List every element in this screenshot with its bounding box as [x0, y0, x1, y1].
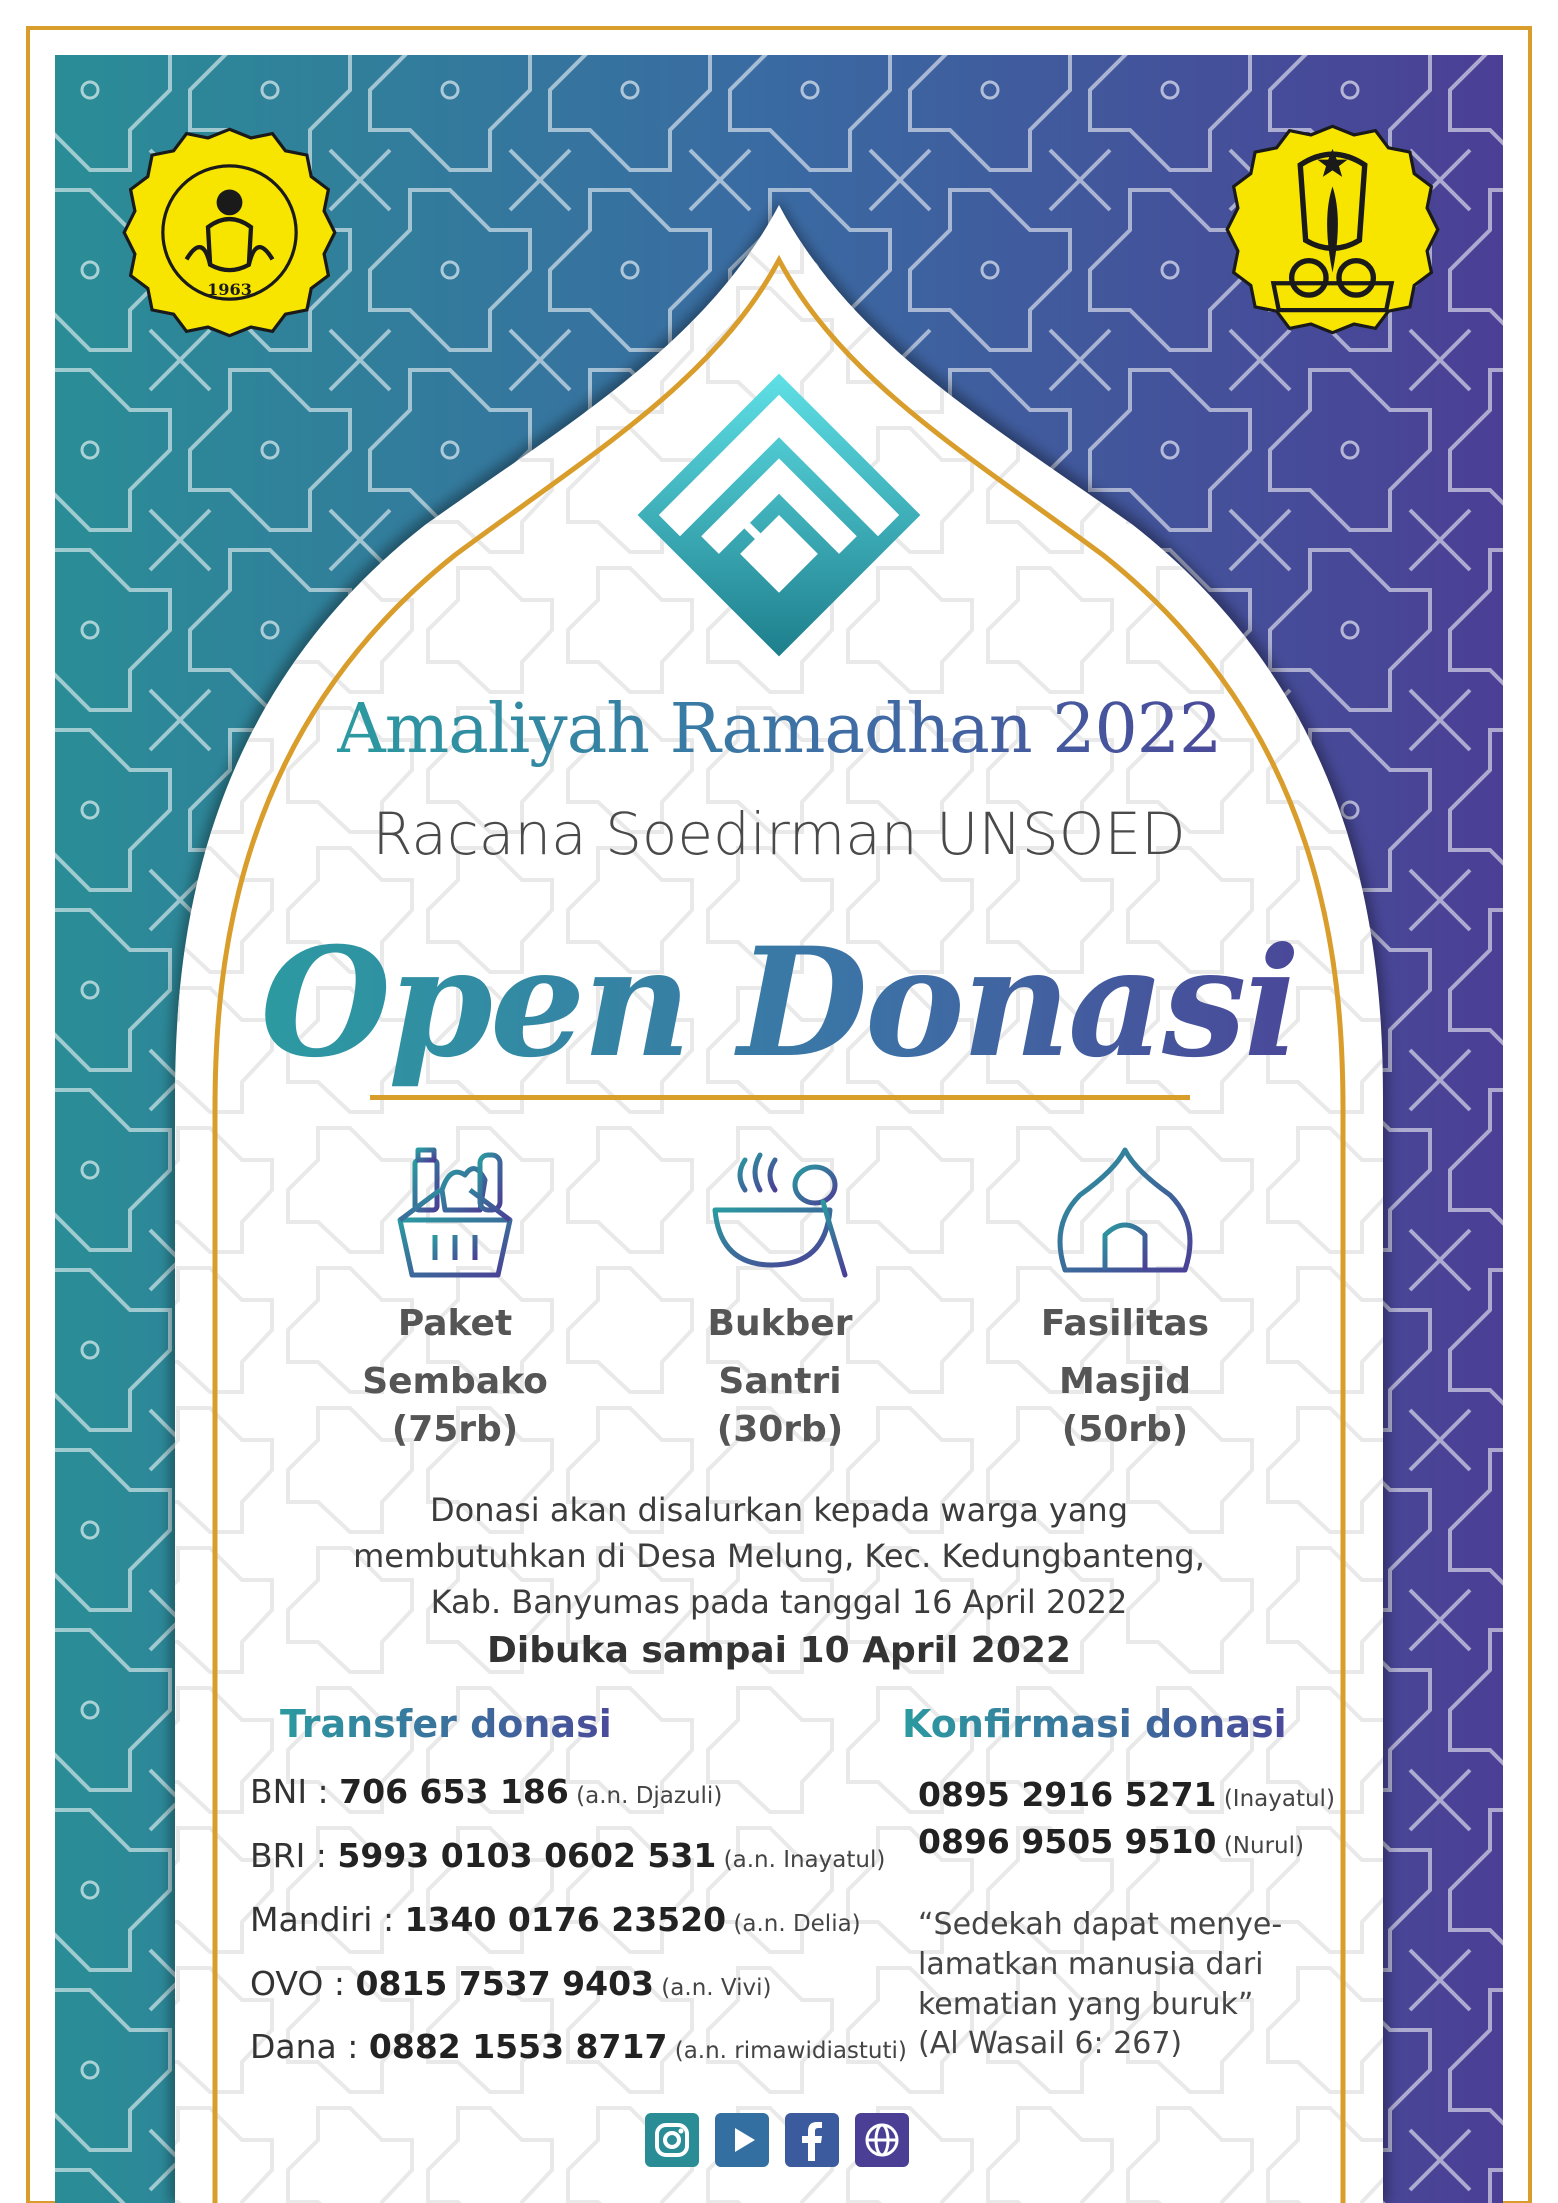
- quote-line-1: “Sedekah dapat menye-: [918, 1907, 1283, 1942]
- deadline-text: Dibuka sampai 10 April 2022: [487, 1630, 1071, 1671]
- racana-emblem-logo: [1225, 122, 1440, 337]
- event-title: Amaliyah Ramadhan 2022: [336, 690, 1222, 769]
- item-masjid-line2: Masjid: [1059, 1361, 1191, 1402]
- account-row-dana: [250, 2027, 907, 2066]
- quote-source: (Al Wasail 6: 267): [918, 2026, 1183, 2061]
- account-number: 0815 7537 9403: [355, 1964, 654, 2003]
- contact-row-nurul: [918, 1822, 1304, 1861]
- account-row-bni: [250, 1772, 722, 1811]
- bank-name: Dana: [250, 2027, 337, 2066]
- donation-item-masjid: [975, 1140, 1275, 1454]
- university-seal-logo: [122, 125, 337, 340]
- bank-name: OVO: [250, 1964, 324, 2003]
- website-globe-icon[interactable]: [855, 2113, 909, 2167]
- donation-item-sembako: [305, 1140, 605, 1454]
- contact-owner: (Inayatul): [1216, 1786, 1335, 1812]
- contact-owner: (Nurul): [1216, 1833, 1304, 1859]
- account-owner: (a.n. Vivi): [654, 1975, 772, 2001]
- quote-line-2: lamatkan manusia dari: [918, 1947, 1264, 1982]
- organizer-name: Racana Soedirman UNSOED: [372, 800, 1186, 868]
- separator: :: [336, 2027, 369, 2066]
- bank-name: Mandiri: [250, 1900, 373, 1939]
- item-sembako-price: (75rb): [391, 1409, 519, 1450]
- confirmation-heading: Konfirmasi donasi: [902, 1702, 1287, 1746]
- account-row-ovo: [250, 1964, 771, 2003]
- item-bukber-line2: Santri: [718, 1361, 842, 1402]
- item-sembako-line2: Sembako: [362, 1361, 548, 1402]
- headline-underline: [370, 1095, 1190, 1100]
- donation-item-bukber: [630, 1140, 930, 1454]
- kufic-calligraphy-emblem: [632, 355, 927, 675]
- account-owner: (a.n. Delia): [726, 1911, 861, 1937]
- mosque-dome-icon: [1050, 1140, 1200, 1290]
- item-sembako-line1: Paket: [397, 1303, 513, 1344]
- account-row-mandiri: [250, 1900, 861, 1939]
- description-line-3: Kab. Banyumas pada tanggal 16 April 2022: [430, 1583, 1128, 1621]
- bank-name: BRI: [250, 1836, 306, 1875]
- youtube-icon[interactable]: [715, 2113, 769, 2167]
- open-donation-headline: Open Donasi: [260, 915, 1298, 1091]
- item-masjid-line1: Fasilitas: [1040, 1303, 1210, 1344]
- separator: :: [323, 1964, 356, 2003]
- svg-text:1963: 1963: [207, 279, 252, 299]
- item-bukber-price: (30rb): [716, 1409, 844, 1450]
- account-number: 1340 0176 23520: [404, 1900, 727, 1939]
- bank-name: BNI: [250, 1772, 308, 1811]
- instagram-icon[interactable]: [645, 2113, 699, 2167]
- contact-row-inayatul: [918, 1775, 1335, 1814]
- account-owner: (a.n. rimawidiastuti): [667, 2038, 907, 2064]
- account-number: 0882 1553 8717: [368, 2027, 668, 2066]
- account-number: 706 653 186: [339, 1772, 569, 1811]
- account-number: 5993 0103 0602 531: [337, 1836, 717, 1875]
- separator: :: [307, 1772, 340, 1811]
- quote-line-3: kematian yang buruk”: [918, 1987, 1254, 2022]
- bowl-spoon-icon: [705, 1140, 855, 1290]
- item-bukber-line1: Bukber: [707, 1303, 853, 1344]
- description-line-1: Donasi akan disalurkan kepada warga yang: [429, 1491, 1129, 1529]
- contact-number: 0896 9505 9510: [918, 1822, 1217, 1861]
- transfer-heading: Transfer donasi: [280, 1702, 612, 1746]
- item-masjid-price: (50rb): [1061, 1409, 1189, 1450]
- contact-number: 0895 2916 5271: [918, 1775, 1217, 1814]
- quote-text: [918, 1905, 1318, 2025]
- separator: :: [305, 1836, 338, 1875]
- grocery-basket-icon: [380, 1140, 530, 1290]
- account-owner: (a.n. Inayatul): [716, 1847, 886, 1873]
- facebook-icon[interactable]: [785, 2113, 839, 2167]
- description-line-2: membutuhkan di Desa Melung, Kec. Kedungbanteng,: [353, 1537, 1205, 1575]
- separator: :: [372, 1900, 405, 1939]
- account-owner: (a.n. Djazuli): [568, 1783, 723, 1809]
- account-row-bri: [250, 1836, 885, 1875]
